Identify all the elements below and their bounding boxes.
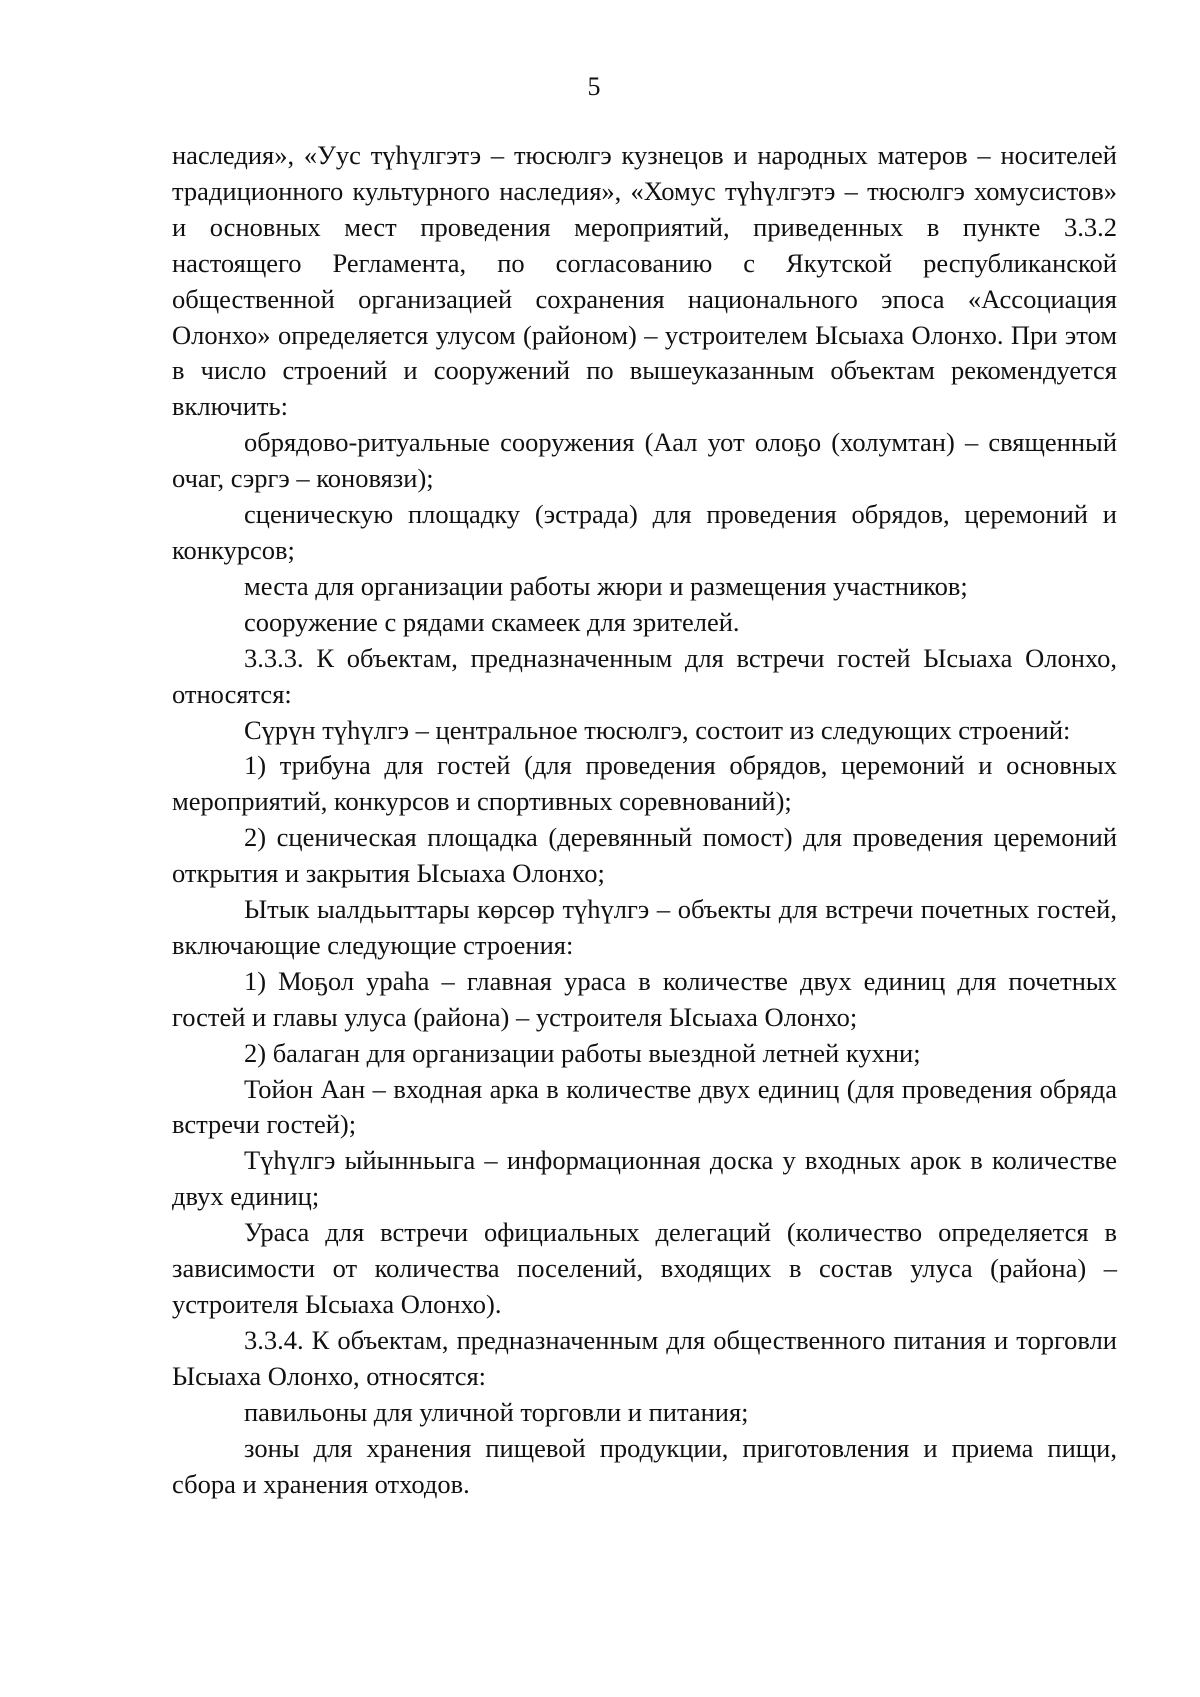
paragraph-pavilions: павильоны для уличной торговли и питания; xyxy=(244,1396,749,1427)
paragraph-stage: сценическую площадку (эстрада) для проведения обрядов, церемоний и конкурсов; xyxy=(172,499,1117,565)
paragraph-jury-places: места для организации работы жюри и размещения участников; xyxy=(244,570,968,601)
paragraph-delegation-urasa: Ураса для встречи официальных делегаций (количество определяется в зависимости от количества поселений, входящих в состав улуса (района) – устроителя Ысыаха Олонхо). xyxy=(172,1217,1117,1319)
paragraph-tribune: 1) трибуна для гостей (для проведения обрядов, церемоний и основных мероприятий, конкурсов и спортивных соревнований); xyxy=(172,750,1117,817)
paragraph-ritual-structures: обрядово-ритуальные сооружения (Аал уот олоҕо (холумтан) – священный очаг, сэргэ – коновязи); xyxy=(172,427,1117,494)
paragraph-info-board: Түһүлгэ ыйынньыга – информационная доска у входных арок в количестве двух единиц; xyxy=(172,1145,1117,1212)
paragraph-honored-guests: Ытык ыалдьыттары көрсөр түһүлгэ – объекты для встречи почетных гостей, включающие следующие строения: xyxy=(172,894,1117,960)
paragraph-section-3-3-4: 3.3.4. К объектам, предназначенным для общественного питания и торговли Ысыаха Олонхо, относятся: xyxy=(172,1324,1117,1391)
paragraph-central-tusulge: Сүрүн түһүлгэ – центральное тюсюлгэ, состоит из следующих строений: xyxy=(244,714,1071,745)
paragraph-section-3-3-3: 3.3.3. К объектам, предназначенным для встречи гостей Ысыаха Олонхо, относятся: xyxy=(172,642,1117,709)
document-body xyxy=(172,138,1117,1502)
paragraph-main-urasa: 1) Моҕол ураһа – главная ураса в количестве двух единиц для почетных гостей и главы улуса (района) – устроителя Ысыаха Олонхо; xyxy=(172,965,1117,1032)
paragraph-balagan: 2) балаган для организации работы выездной летней кухни; xyxy=(244,1037,921,1068)
paragraph-wooden-stage: 2) сценическая площадка (деревянный помост) для проведения церемоний открытия и закрытия Ысыаха Олонхо; xyxy=(172,822,1117,889)
page-number: 5 xyxy=(587,72,601,101)
paragraph-entrance-arch: Тойон Аан – входная арка в количестве двух единиц (для проведения обряда встречи гостей); xyxy=(172,1073,1117,1140)
paragraph-food-zones: зоны для хранения пищевой продукции, приготовления и приема пищи, сбора и хранения отходов. xyxy=(172,1432,1117,1499)
paragraph-continuation: наследия», «Уус түһүлгэтэ – тюсюлгэ кузнецов и народных матеров – носителей традиционного культурного наследия», «Хомус түһүлгэтэ – тюсюлгэ хомусистов» и основных мест проведения мероприятий, приведенных в пункте 3.3.2 настоящего Регламента, по согласованию с Якутской республиканской общественной организацией сохранения национального эпоса «Ассоциация Олонхо» определяется улусом (районом) – устроителем Ысыаха Олонхо. При этом в число строений и сооружений по вышеуказанным объектам рекомендуется включить: xyxy=(172,140,1117,422)
paragraph-benches: сооружение с рядами скамеек для зрителей. xyxy=(244,606,740,637)
